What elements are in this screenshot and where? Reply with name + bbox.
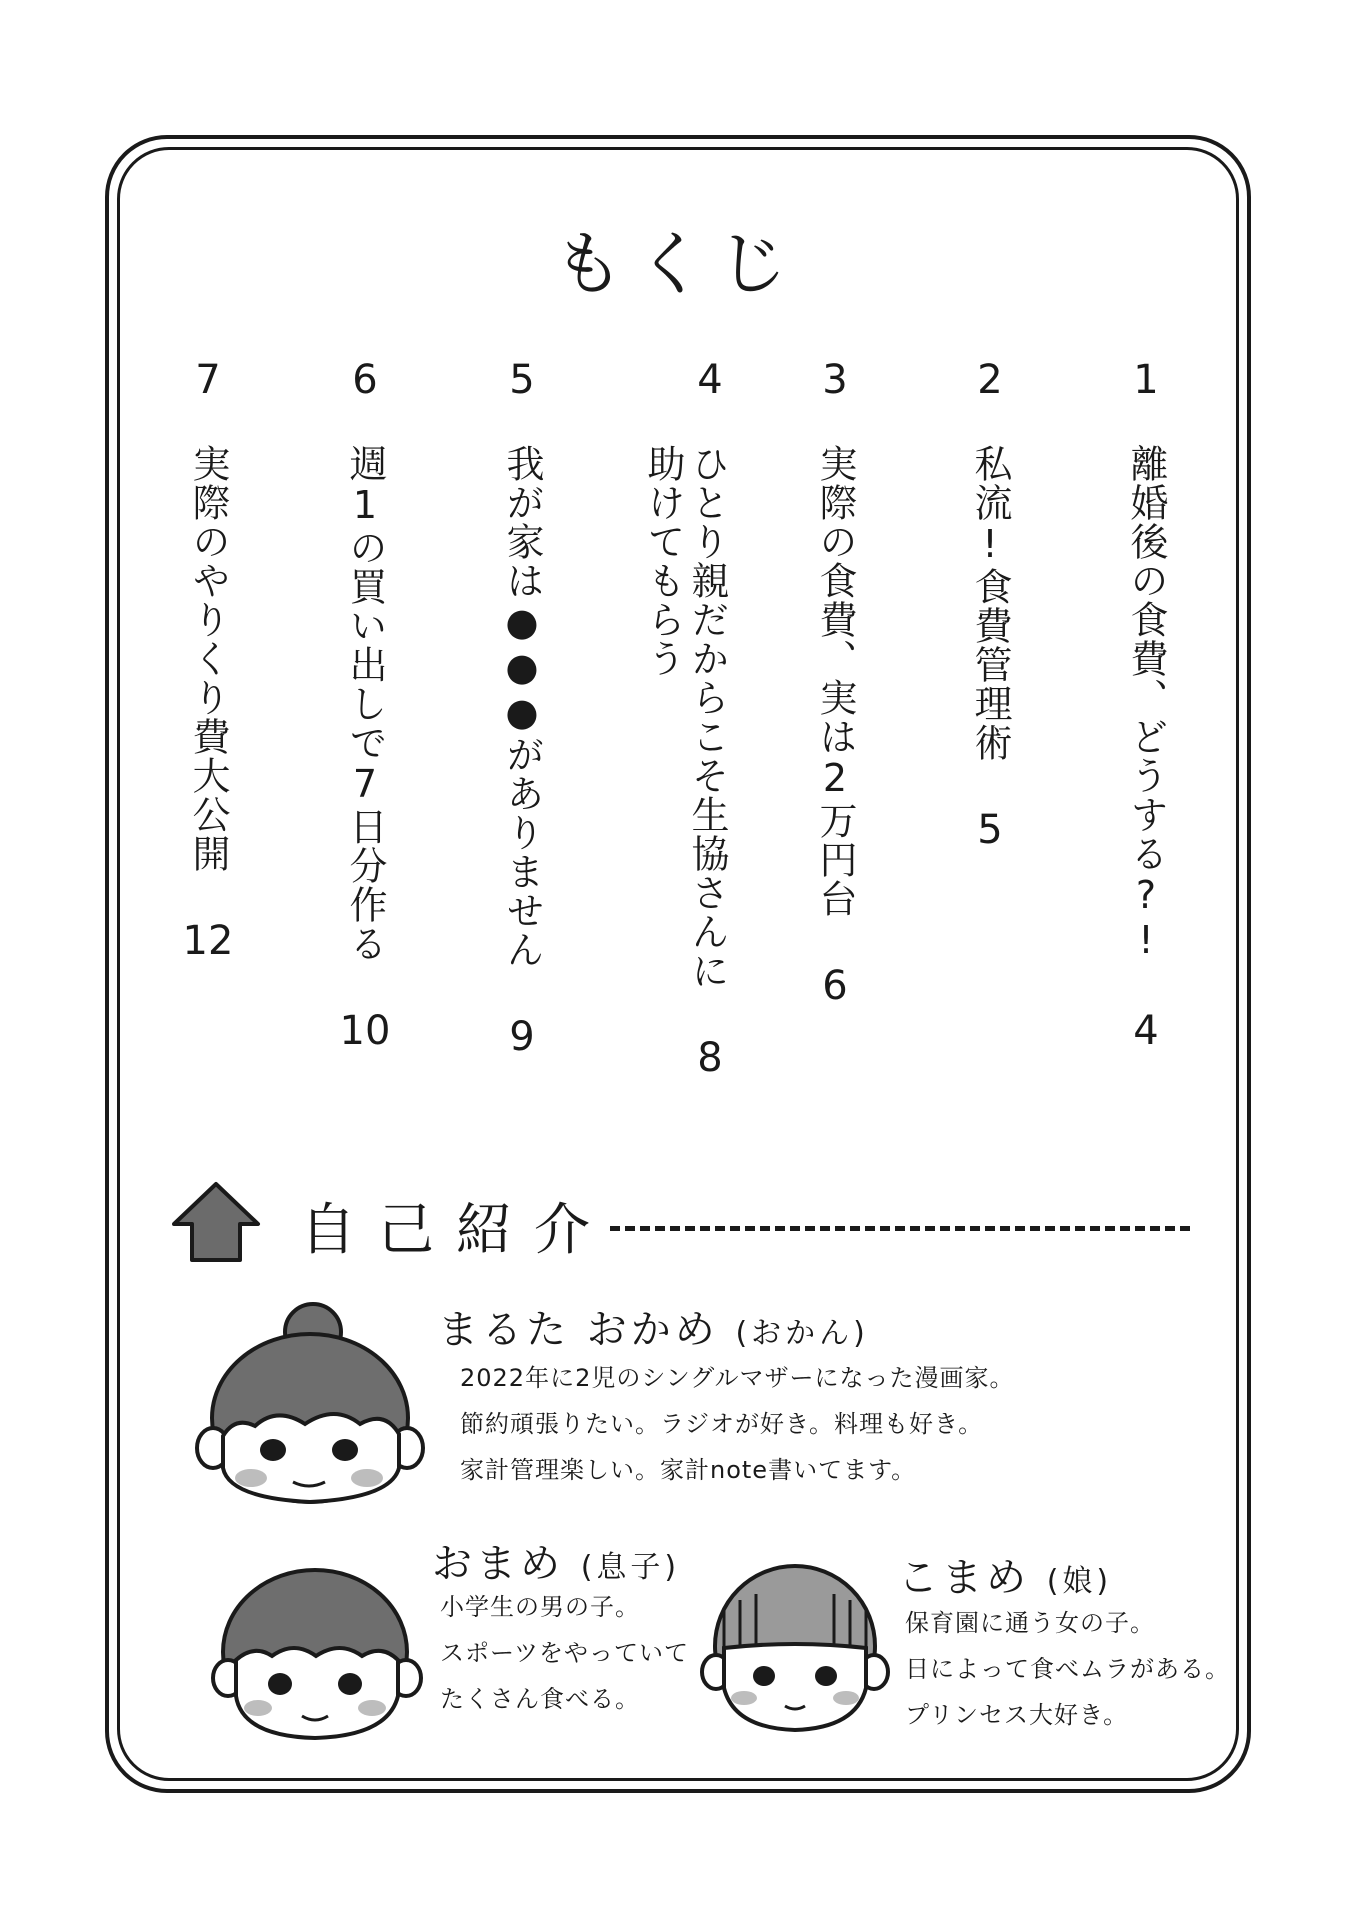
toc-item-2[interactable] bbox=[950, 357, 1030, 853]
description-line: 2022年に2児のシングルマザーになった漫画家。 bbox=[460, 1364, 1015, 1392]
toc-number: 2 bbox=[977, 357, 1003, 403]
toc-page-number: 10 bbox=[339, 1008, 391, 1054]
omame-portrait bbox=[210, 1556, 425, 1746]
omame-name bbox=[432, 1532, 680, 1589]
toc-item-6[interactable] bbox=[325, 357, 405, 1054]
description-line: 節約頑張りたい。ラジオが好き。料理も好き。 bbox=[460, 1410, 984, 1438]
toc-item-4[interactable] bbox=[620, 357, 750, 1081]
character-name: おまめ bbox=[432, 1541, 564, 1587]
dashed-divider bbox=[610, 1226, 1190, 1231]
okame-description bbox=[460, 1355, 1015, 1493]
toc-number: 4 bbox=[697, 357, 723, 403]
toc-page-number: 4 bbox=[1133, 1008, 1159, 1054]
toc-chapter-title: 実際のやりくり費大公開 bbox=[186, 444, 230, 873]
okame-name bbox=[438, 1298, 869, 1355]
intro-header bbox=[170, 1180, 1200, 1263]
toc-number: 7 bbox=[195, 357, 221, 403]
character-relation: (息子) bbox=[580, 1550, 681, 1585]
toc-page-number: 9 bbox=[509, 1014, 535, 1060]
description-line: たくさん食べる。 bbox=[440, 1685, 640, 1713]
house-icon bbox=[170, 1180, 262, 1264]
toc-item-7[interactable] bbox=[168, 357, 248, 964]
toc-page-number: 12 bbox=[182, 918, 234, 964]
toc-number: 1 bbox=[1133, 357, 1159, 403]
toc-item-1[interactable] bbox=[1106, 357, 1186, 1054]
description-line: 小学生の男の子。 bbox=[440, 1593, 640, 1621]
omame-description bbox=[440, 1584, 689, 1722]
page-title: もくじ bbox=[553, 223, 800, 305]
toc-chapter-title: 離婚後の食費、どうする?! bbox=[1124, 444, 1168, 963]
komame-description bbox=[905, 1600, 1230, 1738]
toc-item-5[interactable] bbox=[482, 357, 562, 1060]
character-name: まるた おかめ bbox=[438, 1307, 719, 1353]
toc-number: 5 bbox=[509, 357, 535, 403]
description-line: スポーツをやっていて bbox=[440, 1639, 690, 1667]
description-line: 日によって食べムラがある。 bbox=[905, 1655, 1230, 1683]
character-name: こまめ bbox=[898, 1555, 1030, 1601]
toc-item-3[interactable] bbox=[795, 357, 875, 1009]
komame-portrait bbox=[700, 1548, 890, 1738]
toc-chapter-title: 我が家は●●●がありません bbox=[500, 444, 544, 969]
toc-number: 3 bbox=[822, 357, 848, 403]
intro-title: 自己紹介 bbox=[300, 1198, 612, 1263]
toc-chapter-title: 実際の食費、実は2万円台 bbox=[813, 444, 857, 918]
description-line: 保育園に通う女の子。 bbox=[905, 1609, 1155, 1637]
toc-number: 6 bbox=[352, 357, 378, 403]
toc-page-number: 8 bbox=[697, 1035, 723, 1081]
toc-chapter-title: 私流!食費管理術 bbox=[968, 444, 1012, 762]
toc-page-number: 5 bbox=[977, 807, 1003, 853]
komame-name bbox=[898, 1546, 1112, 1603]
toc-chapter-title: 週1の買い出しで7日分作る bbox=[343, 444, 387, 963]
toc-chapter-title: ひとり親だからこそ生協さんに 助けてもらう bbox=[641, 444, 729, 990]
description-line: プリンセス大好き。 bbox=[905, 1701, 1129, 1729]
character-relation: (おかん) bbox=[735, 1316, 869, 1351]
okame-portrait bbox=[195, 1298, 425, 1508]
toc-page-number: 6 bbox=[822, 963, 848, 1009]
character-relation: (娘) bbox=[1046, 1564, 1113, 1599]
description-line: 家計管理楽しい。家計note書いてます。 bbox=[460, 1456, 917, 1484]
